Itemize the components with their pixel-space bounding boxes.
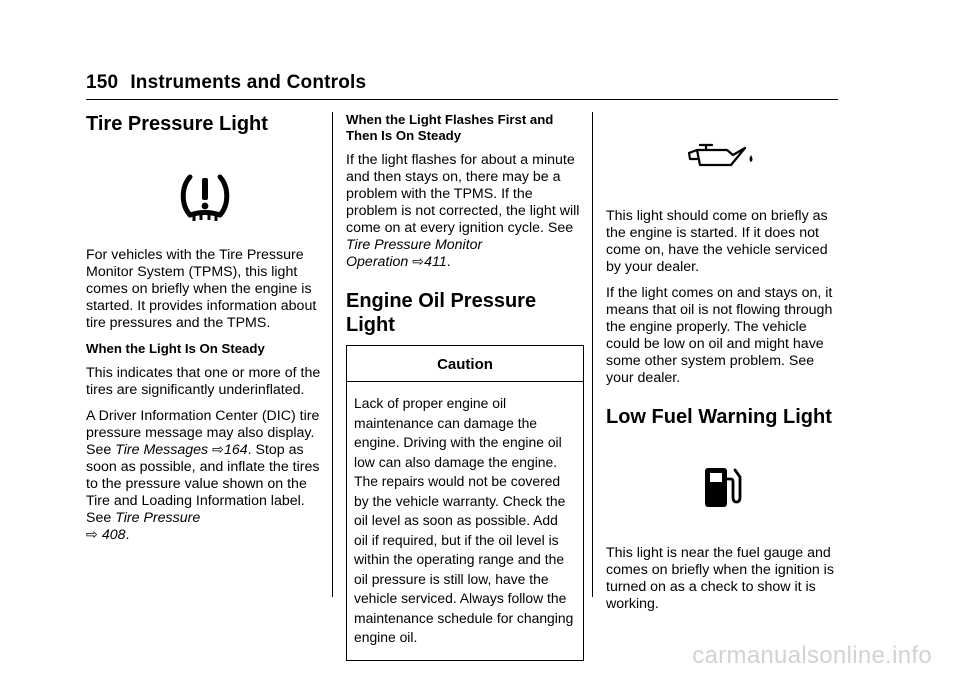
page-ref-arrow-icon: ⇨	[412, 254, 425, 270]
column-1	[86, 112, 324, 553]
tire-intro: For vehicles with the Tire Pressure Monitor System (TPMS), this light comes on briefly when the engine is started. It provides information about tire pressures and the TPMS.	[86, 247, 317, 331]
tire-pressure-link[interactable]: Tire Pressure	[115, 510, 201, 526]
tpms-operation-link[interactable]: Tire Pressure Monitor Operation	[346, 237, 483, 270]
steady-heading: When the Light Is On Steady	[86, 341, 265, 356]
tire-pressure-heading: Tire Pressure Light	[86, 113, 268, 135]
fuel-text: This light is near the fuel gauge and comes on briefly when the ignition is turned on as a check to show it is working.	[606, 545, 834, 612]
caution-title: Caution	[437, 356, 493, 373]
tire-messages-link[interactable]: Tire Messages	[115, 442, 209, 458]
page-ref-arrow-icon: ⇨	[212, 442, 224, 458]
low-fuel-heading: Low Fuel Warning Light	[606, 406, 832, 428]
flash-heading: When the Light Flashes First and Then Is On Steady	[346, 112, 554, 143]
header-rule	[86, 99, 838, 100]
column-divider-2	[592, 112, 593, 597]
oil-text-2: If the light comes on and stays on, it means that oil is not flowing through the engine properly. The vehicle could be low on oil and might have some other system problem. See your dealer.	[606, 285, 833, 386]
caution-body: Lack of proper engine oil maintenance can damage the engine. Driving with the engine oil low can also damage the engine. The repairs would not be covered by the vehicle warranty. Check the oil level as soon as possible. Add oil if required, but if the oil level is within the operating range and the oil pressure is still low, have the vehicle serviced. Always follow the maintenance schedule for changing engine oil.	[354, 395, 574, 645]
page-header	[86, 72, 366, 94]
watermark: carmanualsonline.info	[692, 642, 932, 669]
oil-can-icon	[606, 140, 838, 172]
column-divider-1	[332, 112, 333, 597]
column-3	[606, 112, 838, 622]
section-title: Instruments and Controls	[130, 72, 367, 93]
flash-paragraph: If the light flashes for about a minute and then stays on, there may be a problem with the TPMS. If the problem is not corrected, the light will come on at every ignition cycle. See Tire Pressure Monitor Operation ⇨411.	[346, 152, 580, 270]
tire-pressure-warning-icon	[86, 171, 324, 223]
column-2	[346, 112, 584, 661]
page-number: 150	[86, 72, 119, 93]
fuel-pump-icon	[606, 463, 838, 511]
steady-text: This indicates that one or more of the tires are significantly underinflated.	[86, 365, 321, 398]
caution-box	[346, 345, 584, 661]
oil-text-1: This light should come on briefly as the engine is started. If it does not come on, have the vehicle serviced by your dealer.	[606, 208, 828, 275]
page-ref-arrow-icon: ⇨	[86, 527, 98, 543]
dic-paragraph: A Driver Information Center (DIC) tire pressure message may also display. See Tire Messages ⇨164. Stop as soon as possible, and inflate the tires to the pressure value shown on the Tire and Loading Information label. See Tire Pressure ⇨ 408.	[86, 408, 320, 543]
oil-pressure-heading: Engine Oil Pressure Light	[346, 290, 537, 336]
